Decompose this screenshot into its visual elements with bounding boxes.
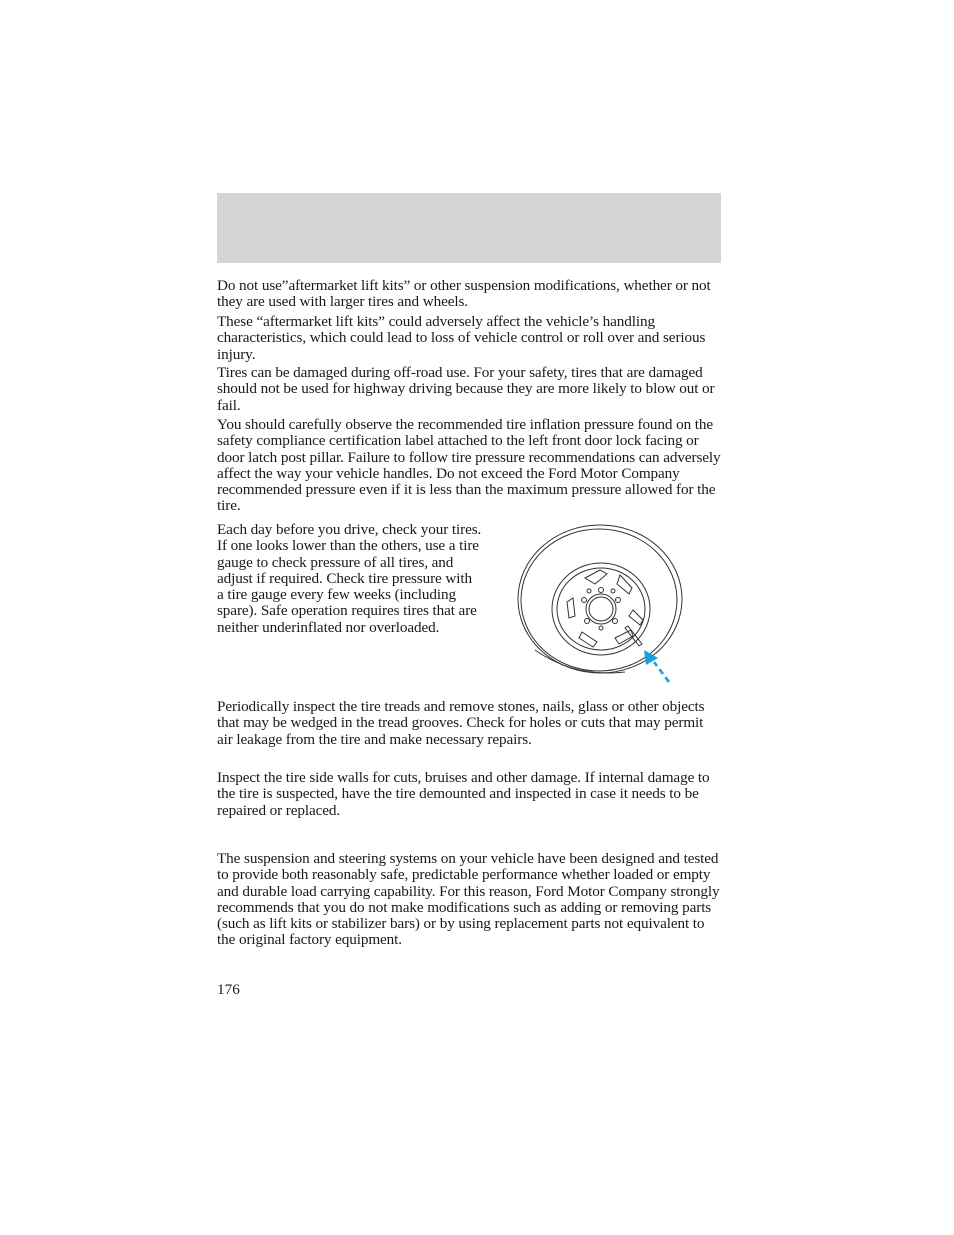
paragraph-lift-kits-handling: These “aftermarket lift kits” could adversely affect the vehicle’s handling characteristics, which could lead to loss of vehicle control or roll over and serious injury.	[217, 313, 706, 363]
valve-stem-arrow-icon	[644, 650, 669, 682]
paragraph-daily-check: Each day before you drive, check your tires. If one looks lower than the others, use a tire gauge to check pressure of all tires, and adjust if required. Check tire pressure with a tire gauge every few weeks (including spare). Safe operation requires tires that are neither underinflated nor overloaded.	[217, 521, 482, 636]
paragraph-sidewall-inspection: Inspect the tire side walls for cuts, bruises and other damage. If internal damage to the tire is suspected, have the tire demounted and inspected in case it needs to be repaired or replaced.	[217, 769, 710, 819]
tire-icon	[518, 525, 682, 673]
page-number: 176	[217, 981, 240, 998]
paragraph-lift-kits-warning: Do not use”aftermarket lift kits” or other suspension modifications, whether or not they are used with larger tires and wheels.	[217, 277, 711, 311]
paragraph-inflation-pressure: You should carefully observe the recommended tire inflation pressure found on the safety compliance certification label attached to the left front door lock facing or door latch post pillar. Failure to follow tire pressure recommendations can adversely affect the way your vehicle handles. Do not exceed the Ford Motor Company recommended pressure even if it is less than the maximum pressure allowed for the tire.	[217, 416, 721, 515]
paragraph-tread-inspection: Periodically inspect the tire treads and remove stones, nails, glass or other objects that may be wedged in the tread grooves. Check for holes or cuts that may permit air leakage from the tire and make necessary repairs.	[217, 698, 705, 748]
paragraph-suspension-modifications: The suspension and steering systems on your vehicle have been designed and tested to provide both reasonably safe, predictable performance whether loaded or empty and durable load carrying capability. For this reason, Ford Motor Company strongly recommends that you do not make modifications such as adding or removing parts (such as lift kits or stabilizer bars) or by using replacement parts not equivalent to the original factory equipment.	[217, 850, 720, 949]
tire-illustration	[515, 520, 690, 690]
section-header-band	[217, 193, 721, 263]
paragraph-off-road-damage: Tires can be damaged during off-road use. For your safety, tires that are damaged should not be used for highway driving because they are more likely to blow out or fail.	[217, 364, 715, 414]
